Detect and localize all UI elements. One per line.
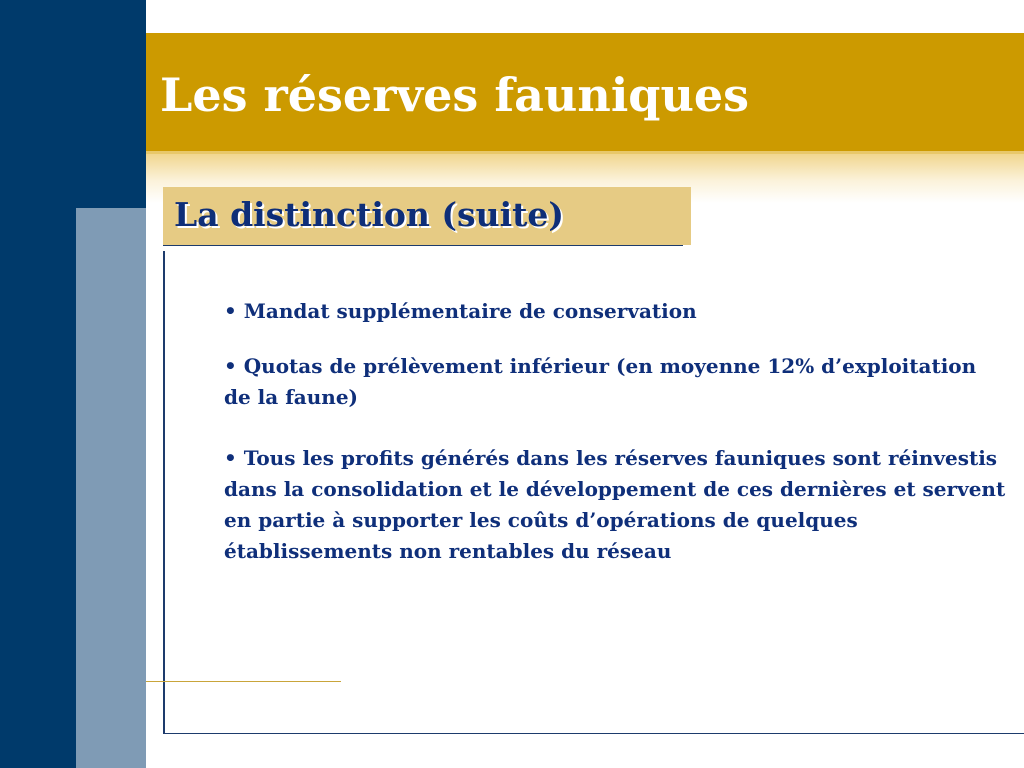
bullet-item: • Tous les profits générés dans les réserves fauniques sont réinvestis dans la consolidation et le développement de ces dernières et servent en partie à supporter les coûts d’opérations de quelques établissements non rentables du réseau [224, 446, 1006, 563]
slide-subtitle: La distinction (suite) [174, 195, 564, 234]
subtitle-underline [163, 245, 683, 246]
bullet-item: • Mandat supplémentaire de conservation [224, 299, 697, 323]
gold-accent-rule [146, 681, 341, 682]
left-steel-bar [76, 208, 146, 768]
bullet-item: • Quotas de prélèvement inférieur (en moyenne 12% d’exploitation de la faune) [224, 354, 977, 409]
title-band-rule [146, 151, 1024, 154]
content-frame-bottom [163, 733, 1024, 734]
bullet-list [224, 296, 1009, 591]
content-frame-left [163, 251, 165, 734]
page-title: Les réserves fauniques [160, 68, 750, 122]
